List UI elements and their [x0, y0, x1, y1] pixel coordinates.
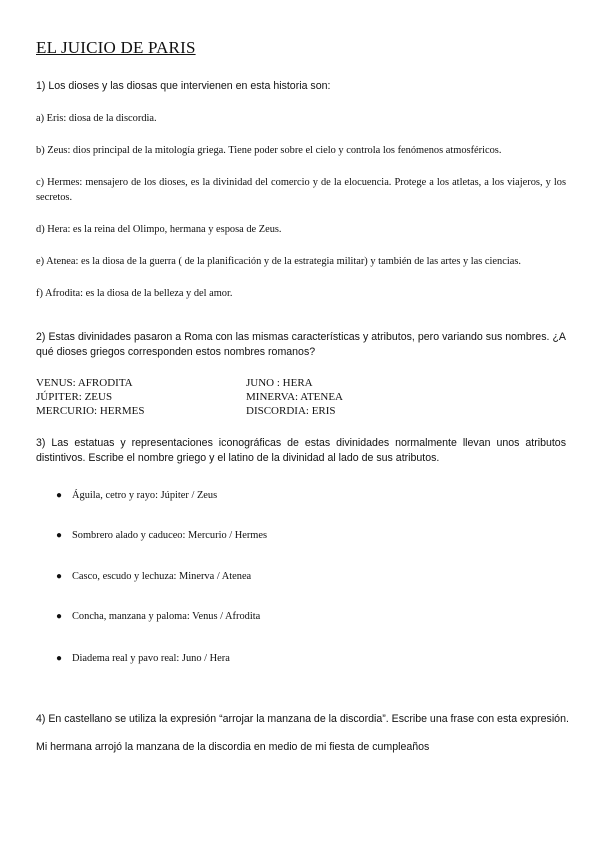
answer-item-b: b) Zeus: dios principal de la mitología griega. Tiene poder sobre el cielo y controla los fenómenos atmosféricos. [36, 145, 502, 156]
bullet-icon: ● [56, 530, 63, 541]
roman-name-left-2: JÚPITER: ZEUS [36, 391, 113, 403]
attribute-text: Casco, escudo y lechuza: Minerva / Atenea [72, 571, 252, 582]
roman-name-right-2: MINERVA: ATENEA [246, 391, 344, 403]
page-title: EL JUICIO DE PARIS [36, 38, 196, 57]
answer-item-c: c) Hermes: mensajero de los dioses, es la divinidad del comercio y de la elocuencia. Protege a los atletas, a los viajeros, y los secretos. [36, 177, 566, 203]
bullet-icon: ● [56, 571, 63, 582]
attribute-item-3 [56, 570, 252, 584]
question-2: 2) Estas divinidades pasaron a Roma con las mismas características y atributos, pero variando sus nombres. ¿A qué dioses griegos corresponden estos nombres romanos? [36, 331, 566, 358]
attribute-item-1 [56, 489, 218, 503]
question-3: 3) Las estatuas y representaciones iconográficas de estas divinidades normalmente llevan unos atributos distintivos. Escribe el nombre griego y el latino de la divinidad al lado de sus atributos. [36, 437, 566, 464]
attribute-text: Águila, cetro y rayo: Júpiter / Zeus [72, 490, 218, 501]
bullet-icon: ● [56, 653, 63, 664]
bullet-icon: ● [56, 611, 63, 622]
roman-name-left-3: MERCURIO: HERMES [36, 405, 145, 417]
attribute-text: Sombrero alado y caduceo: Mercurio / Hermes [72, 530, 268, 541]
roman-name-right-3: DISCORDIA: ERIS [246, 405, 336, 417]
answer-item-a: a) Eris: diosa de la discordia. [36, 113, 157, 124]
bullet-icon: ● [56, 490, 63, 501]
answer-item-f: f) Afrodita: es la diosa de la belleza y del amor. [36, 288, 233, 299]
answer-item-e: e) Atenea: es la diosa de la guerra ( de la planificación y de la estrategia militar) y también de las artes y las ciencias. [36, 256, 521, 267]
attribute-item-5 [56, 652, 230, 666]
question-1: 1) Los dioses y las diosas que intervienen en esta historia son: [36, 80, 331, 92]
roman-name-right-1: JUNO : HERA [246, 377, 313, 389]
answer-item-d: d) Hera: es la reina del Olimpo, hermana y esposa de Zeus. [36, 224, 282, 235]
attribute-text: Concha, manzana y paloma: Venus / Afrodita [72, 611, 261, 622]
answer-4: Mi hermana arrojó la manzana de la discordia en medio de mi fiesta de cumpleaños [36, 741, 430, 753]
question-4: 4) En castellano se utiliza la expresión “arrojar la manzana de la discordia”. Escribe una frase con esta expresión. [36, 713, 569, 725]
attribute-item-4 [56, 610, 261, 624]
roman-name-left-1: VENUS: AFRODITA [36, 377, 133, 389]
attribute-text: Diadema real y pavo real: Juno / Hera [72, 653, 230, 664]
attribute-item-2 [56, 529, 268, 543]
